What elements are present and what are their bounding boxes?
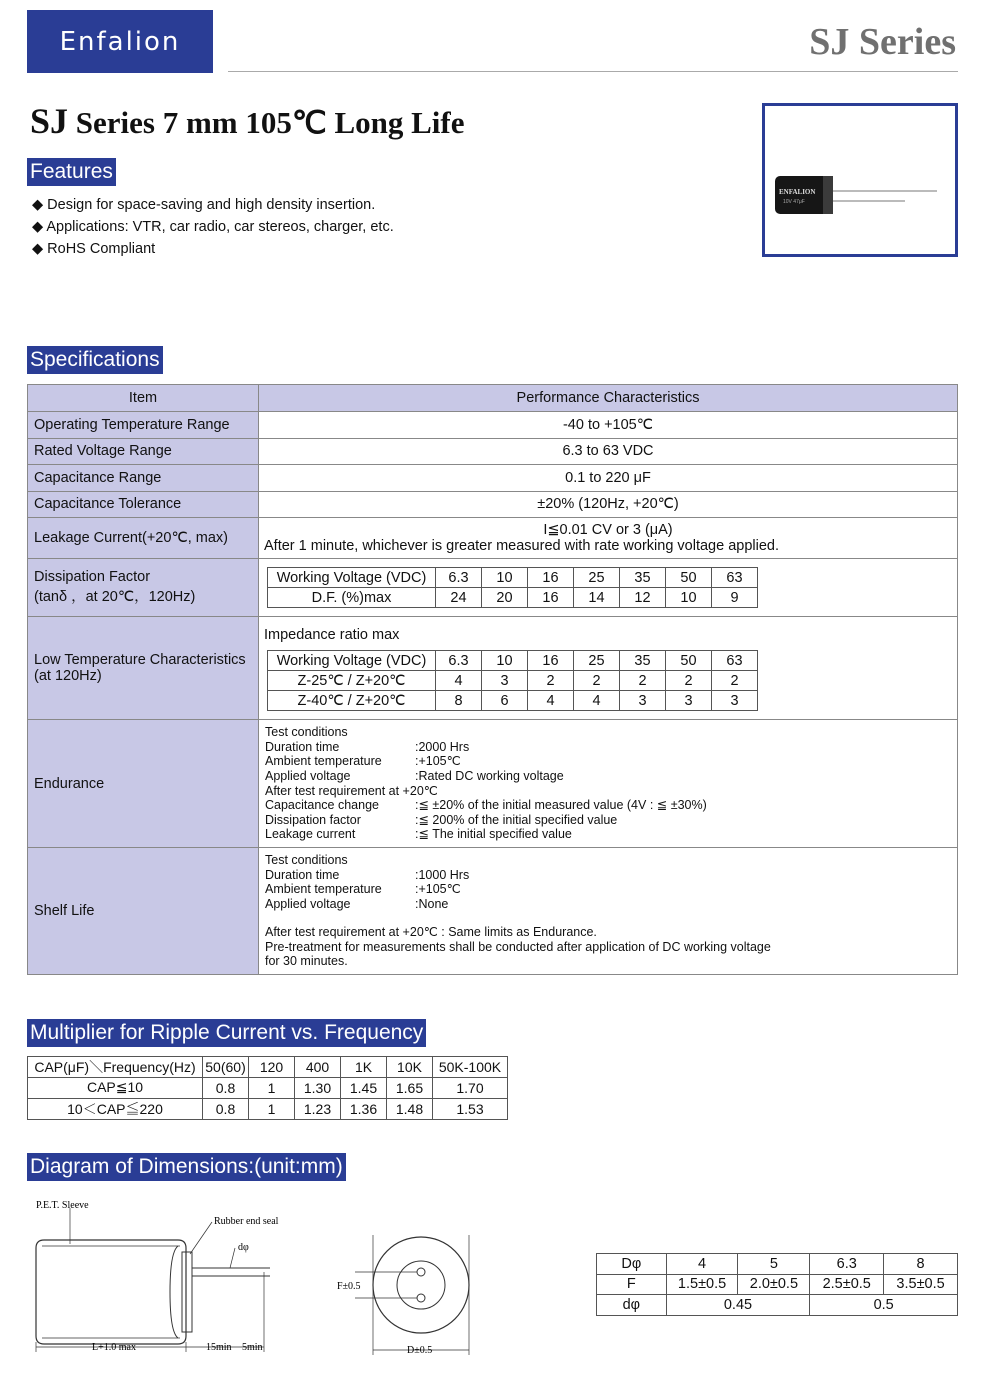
cell: 2 xyxy=(574,671,620,691)
cell: 6.3 xyxy=(810,1254,884,1275)
table-row xyxy=(28,1057,508,1078)
detail-key: Duration time xyxy=(265,739,340,754)
cell: 10K xyxy=(387,1057,433,1078)
cell: 2 xyxy=(620,671,666,691)
label-d: D±0.5 xyxy=(407,1345,433,1356)
row-value: -40 to +105℃ xyxy=(259,412,958,439)
cell: 12 xyxy=(620,588,666,608)
ripple-table xyxy=(27,1056,508,1120)
detail-value: :Rated DC working voltage xyxy=(415,768,564,783)
table-row xyxy=(268,588,758,608)
row-label: Operating Temperature Range xyxy=(28,412,259,439)
cell: CAP(μF)＼Frequency(Hz) xyxy=(28,1057,203,1078)
table-row xyxy=(28,465,958,492)
cell: 2.0±0.5 xyxy=(738,1274,810,1295)
product-photo xyxy=(762,103,958,257)
table-row xyxy=(28,518,958,559)
table-row xyxy=(28,412,958,439)
cell: 16 xyxy=(528,588,574,608)
cell: 35 xyxy=(620,568,666,588)
cell: 3.5±0.5 xyxy=(884,1274,958,1295)
detail-line xyxy=(265,784,951,799)
detail-value: :+105℃ xyxy=(415,882,461,897)
sleeve-text: ENFALION xyxy=(779,188,816,196)
detail-line xyxy=(265,868,951,883)
series-tag: SJ Series xyxy=(809,21,956,63)
row-value xyxy=(259,617,958,720)
cell: Z-40℃ / Z+20℃ xyxy=(268,691,436,711)
table-row xyxy=(28,559,958,617)
cell: F xyxy=(597,1274,667,1295)
table-row xyxy=(28,491,958,518)
col-item-header: Item xyxy=(28,385,259,412)
row-value xyxy=(259,559,958,617)
side-view-diagram xyxy=(30,1192,280,1362)
cell: 8 xyxy=(436,691,482,711)
brand-name: Enfalion xyxy=(59,26,181,57)
cell: D.F. (%)max xyxy=(268,588,436,608)
detail-value: :1000 Hrs xyxy=(415,867,470,882)
title-rest: Series 7 mm 105℃ Long Life xyxy=(75,105,465,140)
cell: Dφ xyxy=(597,1254,667,1275)
detail-key: Capacitance change xyxy=(265,798,379,813)
cell: 1.30 xyxy=(295,1078,341,1099)
detail-key: Dissipation factor xyxy=(265,812,361,827)
cell: 50 xyxy=(666,651,712,671)
row-value xyxy=(259,518,958,559)
cell: 400 xyxy=(295,1057,341,1078)
table-row xyxy=(597,1274,958,1295)
label-rubber-seal: Rubber end seal xyxy=(214,1216,279,1227)
cell: 4 xyxy=(666,1254,738,1275)
cell: 14 xyxy=(574,588,620,608)
cell: 63 xyxy=(712,651,758,671)
leak-line1: I≦0.01 CV or 3 (μA) xyxy=(543,522,673,538)
endurance-details xyxy=(259,720,958,848)
cell: 25 xyxy=(574,568,620,588)
cell: 4 xyxy=(528,691,574,711)
table-row xyxy=(28,1078,508,1099)
table-row xyxy=(268,671,758,691)
ripple-heading: Multiplier for Ripple Current vs. Frequency xyxy=(27,1019,426,1047)
table-row xyxy=(28,848,958,975)
cell: 25 xyxy=(574,651,620,671)
feature-item: ◆ RoHS Compliant xyxy=(32,241,156,257)
leak-line2: After 1 minute, whichever is greater measured with rate working voltage applied. xyxy=(264,538,780,554)
cell: 1.36 xyxy=(341,1098,387,1119)
cell: 2 xyxy=(712,671,758,691)
detail-key: Test conditions xyxy=(265,852,348,867)
detail-value: :≦ 200% of the initial specified value xyxy=(415,812,618,827)
label-pet-sleeve: P.E.T. Sleeve xyxy=(36,1200,89,1211)
cell: 1.70 xyxy=(433,1078,508,1099)
features-heading: Features xyxy=(27,158,116,186)
cell: 20 xyxy=(482,588,528,608)
cell: 10＜CAP≦220 xyxy=(28,1098,203,1119)
cell: 2 xyxy=(528,671,574,691)
feature-item: ◆ Design for space-saving and high density insertion. xyxy=(32,197,376,213)
cell: 2.5±0.5 xyxy=(810,1274,884,1295)
cell: 1.65 xyxy=(387,1078,433,1099)
table-row xyxy=(28,438,958,465)
cell: 6.3 xyxy=(436,568,482,588)
dimensions-heading: Diagram of Dimensions:(unit:mm) xyxy=(27,1153,346,1181)
detail-key: Ambient temperature xyxy=(265,882,382,897)
cell: Z-25℃ / Z+20℃ xyxy=(268,671,436,691)
label-15min: 15min xyxy=(206,1342,232,1353)
cell: 16 xyxy=(528,568,574,588)
label-f: F±0.5 xyxy=(337,1281,361,1292)
cell: 1.5±0.5 xyxy=(666,1274,738,1295)
label-5min: 5min xyxy=(242,1342,263,1353)
detail-line xyxy=(265,798,951,813)
shelf-note: for 30 minutes. xyxy=(265,954,348,969)
cell: 3 xyxy=(620,691,666,711)
cell: 50K-100K xyxy=(433,1057,508,1078)
cell: 120 xyxy=(249,1057,295,1078)
cell: 9 xyxy=(712,588,758,608)
specifications-heading: Specifications xyxy=(27,346,163,374)
table-row xyxy=(597,1254,958,1275)
row-label: Capacitance Range xyxy=(28,465,259,492)
cell: 50(60) xyxy=(203,1057,249,1078)
header-divider xyxy=(228,71,958,72)
table-row xyxy=(28,1098,508,1119)
cell: 1 xyxy=(249,1098,295,1119)
table-row xyxy=(28,720,958,848)
cell: Working Voltage (VDC) xyxy=(268,651,436,671)
cell: 50 xyxy=(666,568,712,588)
detail-key: Ambient temperature xyxy=(265,754,382,769)
table-row xyxy=(268,651,758,671)
detail-key: Duration time xyxy=(265,867,340,882)
df-label-1: Dissipation Factor xyxy=(34,569,151,585)
cell: 35 xyxy=(620,651,666,671)
row-value: ±20% (120Hz, +20℃) xyxy=(259,491,958,518)
capacitor-image xyxy=(765,106,955,254)
df-label-2: (tanδ ，at 20℃，120Hz) xyxy=(34,589,196,605)
detail-line xyxy=(265,769,951,784)
brand-logo xyxy=(27,10,213,73)
label-length: L+1.0 max xyxy=(92,1342,136,1353)
cell: 0.8 xyxy=(203,1078,249,1099)
cell: 10 xyxy=(482,651,528,671)
detail-line xyxy=(265,897,951,912)
cell: 10 xyxy=(482,568,528,588)
cell: 3 xyxy=(666,691,712,711)
row-value: 6.3 to 63 VDC xyxy=(259,438,958,465)
cell: 1.53 xyxy=(433,1098,508,1119)
cell: 3 xyxy=(712,691,758,711)
sleeve-sub: 10V 47μF xyxy=(783,199,805,205)
shelf-details xyxy=(259,848,958,975)
cell: 1 xyxy=(249,1078,295,1099)
row-label: Capacitance Tolerance xyxy=(28,491,259,518)
shelf-note: After test requirement at +20℃ : Same limits as Endurance. xyxy=(265,925,597,940)
shelf-note: Pre-treatment for measurements shall be conducted after application of DC working voltage xyxy=(265,939,771,954)
cell: 0.5 xyxy=(810,1295,958,1316)
row-label: Rated Voltage Range xyxy=(28,438,259,465)
detail-value: :≦ ±20% of the initial measured value (4V : ≦ ±30%) xyxy=(415,798,707,813)
title-sj: SJ xyxy=(30,101,69,141)
detail-key: Applied voltage xyxy=(265,896,351,911)
cell: 1.45 xyxy=(341,1078,387,1099)
row-label xyxy=(28,559,259,617)
cell: 63 xyxy=(712,568,758,588)
lowtemp-label-2: (at 120Hz) xyxy=(34,668,102,684)
detail-line xyxy=(265,853,951,868)
lowtemp-label-1: Low Temperature Characteristics xyxy=(34,652,246,668)
detail-line xyxy=(265,882,951,897)
row-label: Endurance xyxy=(28,720,259,848)
table-row xyxy=(597,1295,958,1316)
table-row xyxy=(268,691,758,711)
detail-value: :+105℃ xyxy=(415,754,461,769)
detail-value: :2000 Hrs xyxy=(415,739,470,754)
cell: 0.45 xyxy=(666,1295,810,1316)
label-dphi: dφ xyxy=(238,1242,249,1253)
feature-item: ◆ Applications: VTR, car radio, car stereos, charger, etc. xyxy=(32,219,394,235)
page-title xyxy=(30,100,464,142)
detail-line xyxy=(265,725,951,740)
detail-line xyxy=(265,827,951,842)
detail-line xyxy=(265,813,951,828)
cell: 4 xyxy=(574,691,620,711)
table-row xyxy=(28,385,958,412)
cell: 2 xyxy=(666,671,712,691)
detail-key: Leakage current xyxy=(265,827,356,842)
cell: 4 xyxy=(436,671,482,691)
detail-line xyxy=(265,740,951,755)
cell: dφ xyxy=(597,1295,667,1316)
cell: 16 xyxy=(528,651,574,671)
cell: Working Voltage (VDC) xyxy=(268,568,436,588)
row-label: Leakage Current(+20℃, max) xyxy=(28,518,259,559)
cell: 1K xyxy=(341,1057,387,1078)
dimensions-table xyxy=(596,1253,958,1316)
cell: CAP≦10 xyxy=(28,1078,203,1099)
cell: 6 xyxy=(482,691,528,711)
detail-line xyxy=(265,754,951,769)
impedance-caption: Impedance ratio max xyxy=(264,627,400,643)
end-view-diagram xyxy=(335,1230,495,1360)
cell: 5 xyxy=(738,1254,810,1275)
col-perf-header: Performance Characteristics xyxy=(259,385,958,412)
detail-value: :≦ The initial specified value xyxy=(415,827,572,842)
impedance-table xyxy=(267,650,758,711)
cell: 10 xyxy=(666,588,712,608)
cell: 1.23 xyxy=(295,1098,341,1119)
cell: 8 xyxy=(884,1254,958,1275)
cell: 6.3 xyxy=(436,651,482,671)
cell: 0.8 xyxy=(203,1098,249,1119)
cell: 24 xyxy=(436,588,482,608)
detail-key: Test conditions xyxy=(265,725,348,740)
df-table xyxy=(267,567,758,608)
row-label: Shelf Life xyxy=(28,848,259,975)
detail-key: After test requirement at +20℃ xyxy=(265,783,438,798)
detail-value: :None xyxy=(415,896,449,911)
table-row xyxy=(28,617,958,720)
table-row xyxy=(268,568,758,588)
row-value: 0.1 to 220 μF xyxy=(259,465,958,492)
specifications-table xyxy=(27,384,958,975)
cell: 3 xyxy=(482,671,528,691)
row-label xyxy=(28,617,259,720)
cell: 1.48 xyxy=(387,1098,433,1119)
detail-key: Applied voltage xyxy=(265,768,351,783)
